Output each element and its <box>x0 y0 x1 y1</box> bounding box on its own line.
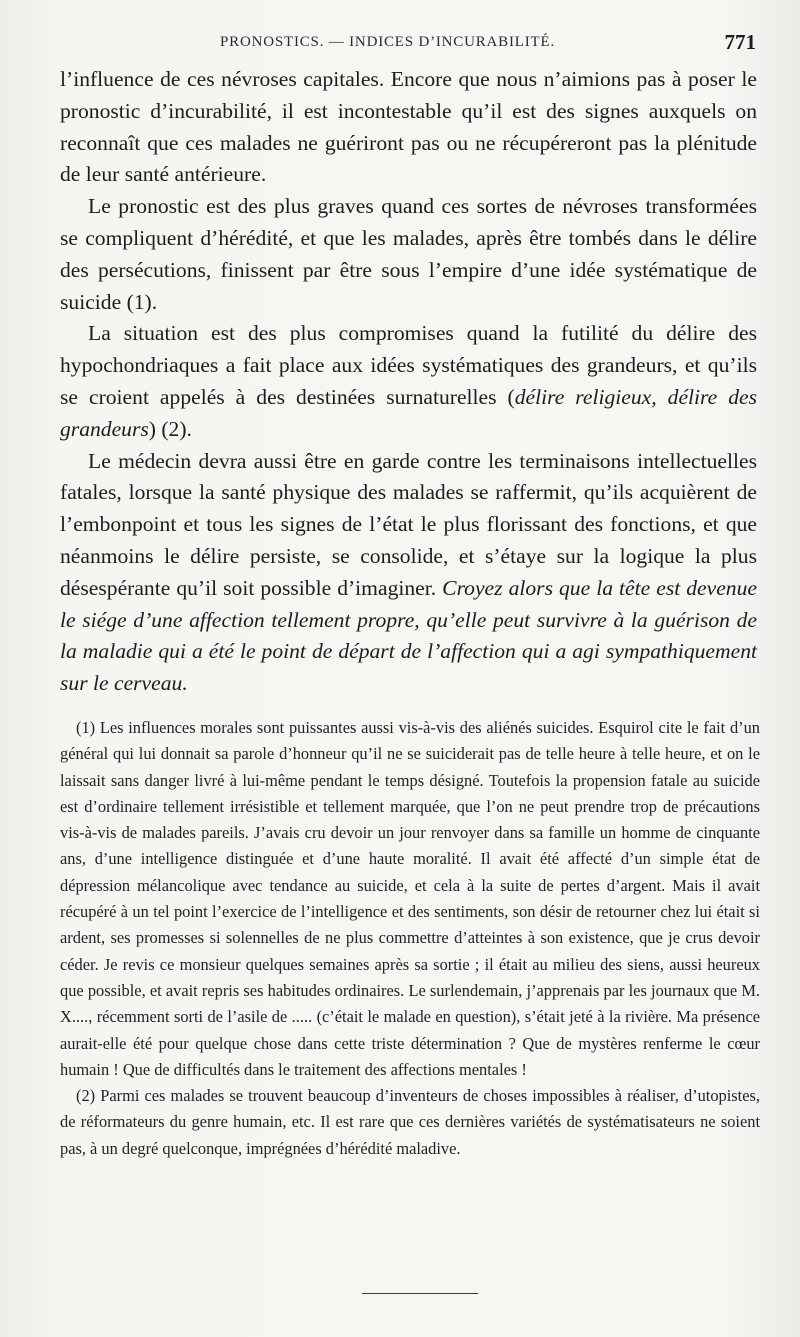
paragraph-3-italic: délire religieux, délire des grandeurs <box>60 384 757 441</box>
paragraph-3-text-b: ) (2). <box>148 416 192 441</box>
page-header <box>60 30 760 56</box>
main-text <box>60 64 757 700</box>
paragraph-4-italic: Croyez alors que la tête est devenue le siége d’une affection tellement propre, qu’elle peut survivre à la guérison de la maladie qui a été le point de départ de l’affection qui a agi sympathiquement sur le cerveau. <box>60 575 757 696</box>
page-number: 771 <box>724 30 756 54</box>
paragraph-3-text-a: La situation est des plus compromises quand la futilité du délire des hypochondriaques a fait place aux idées systématiques des grandeurs, et qu’ils se croient appelés à des destinées surnaturelles ( <box>60 321 757 409</box>
running-head: PRONOSTICS. — INDICES D’INCURABILITÉ. <box>220 34 556 50</box>
footnotes <box>60 715 760 1162</box>
paragraph-2: Le pronostic est des plus graves quand ces sortes de névroses transformées se compliquent d’hérédité, et que les malades, après être tombés dans le délire des persécutions, finissent par être sous l’empire d’une idée systématique de suicide (1). <box>60 194 757 314</box>
footnote-2: (2) Parmi ces malades se trouvent beaucoup d’inventeurs de choses impossibles à réaliser, d’utopistes, de réformateurs du genre humain, etc. Il est rare que ces dernières variétés de systématisateurs ne soient pas, à un degré quelconque, imprégnées d’hérédité maladive. <box>60 1086 760 1158</box>
footer-rule <box>362 1293 478 1294</box>
paragraph-3 <box>60 318 757 445</box>
paragraph-1: l’influence de ces névroses capitales. Encore que nous n’aimions pas à poser le pronostic d’incurabilité, il est incontestable qu’il est des signes auxquels on reconnaît que ces malades ne guériront pas ou ne récupéreront pas la plénitude de leur santé antérieure. <box>60 67 757 187</box>
paragraph-4-text: Le médecin devra aussi être en garde contre les terminaisons intellectuelles fatales, lorsque la santé physique des malades se raffermit, qu’ils acquièrent de l’embonpoint et tous les signes de l’état le plus florissant des fonctions, et que néanmoins le délire persiste, se consolide, et s’étaye sur la logique la plus désespérante qu’il soit possible d’imaginer. <box>60 448 757 600</box>
footnote-1: (1) Les influences morales sont puissantes aussi vis-à-vis des aliénés suicides. Esquirol cite le fait d’un général qui lui donnait sa parole d’honneur qu’il ne se suiciderait pas de telle heure à telle heure, et on le laissait sans danger livré à lui-même pendant le temps désigné. Toutefois la propension fatale au suicide est d’ordinaire tellement irrésistible et tellement marquée, que l’on ne peut prendre trop de précautions vis-à-vis de malades pareils. J’avais cru devoir un jour renvoyer dans sa famille un homme de cinquante ans, d’une intelligence distinguée et d’une haute moralité. Il avait été affecté d’un simple état de dépression mélancolique avec tendance au suicide, et cela à la suite de pertes d’argent. Mais il avait récupéré à un tel point l’exercice de l’intelligence et des sentiments, son désir de retourner chez lui était si ardent, ses promesses si solennelles de ne plus commettre d’atteintes à son existence, que je crus devoir céder. Je revis ce monsieur quelques semaines après sa sortie ; il était au milieu des siens, aussi heureux que possible, et avait repris ses habitudes ordinaires. Le surlendemain, j’apprenais par les journaux que M. X...., récemment sorti de l’asile de ..... (c’était le malade en question), s’était jeté à la rivière. Ma présence aurait-elle été pour quelque chose dans cette triste détermination ? Que de mystères renferme le cœur humain ! Que de difficultés dans le traitement des affections mentales ! <box>60 718 760 1079</box>
paragraph-4 <box>60 446 757 700</box>
